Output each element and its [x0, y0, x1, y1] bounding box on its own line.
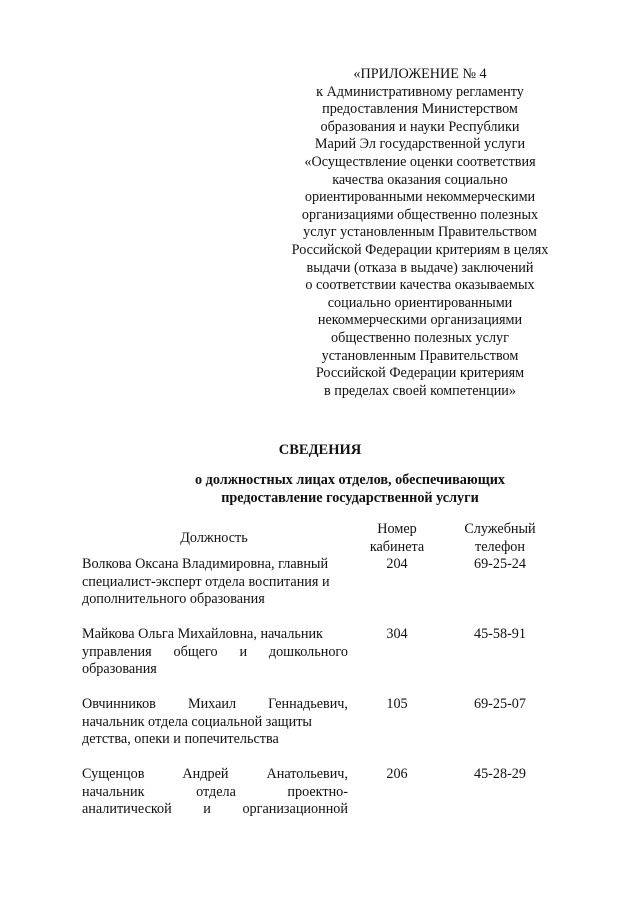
- appendix-line: «Осуществление оценки соответствия: [304, 153, 536, 170]
- room-cell: 105: [386, 696, 408, 712]
- word: начальник: [82, 783, 145, 800]
- document-title: СВЕДЕНИЯ: [278, 442, 362, 458]
- appendix-line: о соответствии качества оказываемых: [305, 277, 535, 294]
- position-cell: [82, 696, 348, 749]
- word: дошкольного: [268, 643, 348, 660]
- word: отдела: [196, 783, 236, 800]
- position-line-justified: [82, 801, 348, 819]
- word: Андрей: [182, 766, 229, 782]
- column-header-label: Номер: [377, 521, 417, 537]
- appendix-line: предоставления Министерством: [322, 101, 518, 118]
- appendix-line: Марий Эл государственной услуги: [314, 136, 526, 153]
- appendix-line: образования и науки Республики: [320, 118, 520, 135]
- position-line: Волкова Оксана Владимировна, главный: [82, 556, 329, 572]
- column-header-label: телефон: [475, 538, 525, 555]
- subtitle-line: о должностных лицах отделов, обеспечивающих: [195, 472, 505, 488]
- appendix-line: социально ориентированными: [327, 294, 513, 311]
- column-header-label: кабинета: [369, 538, 425, 555]
- position-line: начальник отдела социальной защиты: [82, 713, 312, 730]
- word: Овчинников: [82, 696, 156, 712]
- column-header-label: Должность: [180, 530, 248, 546]
- appendix-line: к Административному регламенту: [316, 83, 524, 100]
- position-line: дополнительного образования: [82, 591, 265, 608]
- word: аналитической: [82, 801, 172, 818]
- position-cell: [82, 766, 348, 819]
- appendix-line: Российской Федерации критериям: [315, 365, 525, 382]
- position-line-justified: [82, 644, 348, 662]
- room-cell: 206: [386, 766, 408, 782]
- word: общего: [173, 643, 218, 660]
- subtitle-line: предоставление государственной услуги: [221, 489, 479, 506]
- appendix-line: общественно полезных услуг: [331, 329, 509, 346]
- appendix-line: некоммерческими организациями: [317, 312, 523, 329]
- column-header-position: [82, 530, 346, 548]
- document-subtitle: [140, 472, 560, 507]
- appendix-line: качества оказания социально: [332, 171, 508, 188]
- word: Геннадьевич,: [268, 696, 348, 712]
- room-cell: 204: [386, 556, 408, 572]
- column-header-label: Служебный: [464, 521, 536, 537]
- word: и: [203, 801, 211, 818]
- appendix-line: в пределах своей компетенции»: [323, 382, 516, 399]
- phone-cell: 45-58-91: [473, 626, 526, 642]
- position-cell: [82, 556, 348, 609]
- appendix-line: «ПРИЛОЖЕНИЕ № 4: [353, 66, 487, 82]
- position-line: детства, опеки и попечительства: [82, 731, 279, 748]
- position-line: специалист-эксперт отдела воспитания и: [82, 573, 330, 590]
- phone-cell: 69-25-24: [473, 556, 526, 572]
- column-header-phone: [450, 521, 550, 556]
- appendix-line: организациями общественно полезных: [301, 206, 539, 223]
- word: Анатольевич,: [266, 766, 348, 782]
- position-line: Майкова Ольга Михайловна, начальник: [82, 626, 323, 642]
- position-line: образования: [82, 661, 157, 678]
- appendix-line: выдачи (отказа в выдаче) заключений: [306, 259, 534, 276]
- appendix-line: услуг установленным Правительством: [303, 224, 537, 241]
- appendix-line: ориентированными некоммерческими: [304, 189, 536, 206]
- word: управления: [82, 643, 152, 660]
- word: Михаил: [187, 696, 237, 712]
- phone-cell: 69-25-07: [473, 696, 526, 712]
- word: проектно-: [287, 783, 348, 800]
- position-line-justified: [82, 784, 348, 802]
- appendix-header: [270, 66, 570, 400]
- appendix-line: установленным Правительством: [321, 347, 519, 364]
- position-line-justified: [82, 696, 348, 714]
- word: организационной: [242, 801, 348, 818]
- position-cell: [82, 626, 348, 679]
- column-header-room: [355, 521, 439, 556]
- room-cell: 304: [386, 626, 408, 642]
- word: Сущенцов: [82, 766, 145, 782]
- appendix-line: Российской Федерации критериям в целях: [291, 241, 549, 258]
- phone-cell: 45-28-29: [473, 766, 526, 782]
- position-line-justified: [82, 766, 348, 784]
- word: и: [239, 643, 248, 660]
